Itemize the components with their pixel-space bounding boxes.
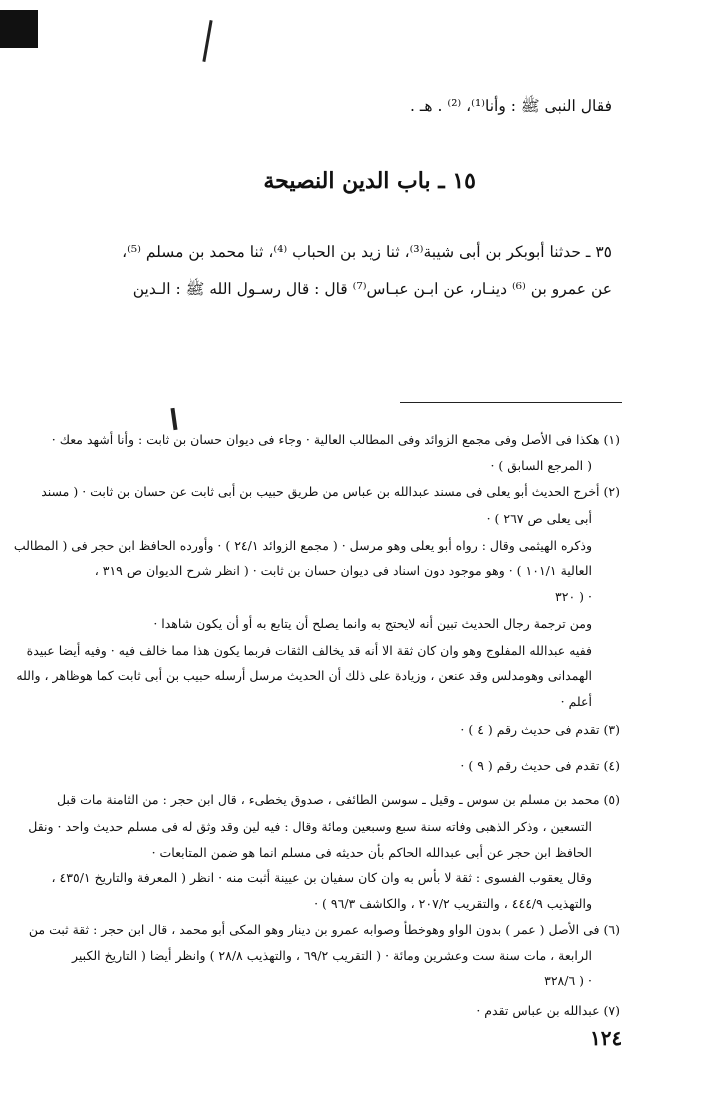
scan-ink-blot	[0, 10, 38, 48]
scan-pen-mark	[170, 408, 177, 430]
footnote-line: وقال يعقوب الفسوى : ثقة لا بأس به وان كان سفيان بن عيينة أثبت منه · انظر ( المعرفة والتاريخ ٤٣٥/١ ،	[51, 870, 592, 885]
footnote-line: والتهذيب ٤٤٤/٩ ، والتقريب ٢٠٧/٢ ، والكاشف ٩٦/٣ ) ·	[314, 896, 592, 911]
footnote-line: (١) هكذا فى الأصل وفى مجمع الزوائد وفى المطالب العالية · وجاء فى ديوان حسان بن ثابت : وأنا أشهد معك ·	[51, 432, 620, 447]
footnote-line: أبى يعلى ص ٢٦٧ ) ·	[486, 511, 592, 526]
page-number: ١٢٤	[590, 1026, 623, 1050]
footnote-line: العالية ١٠١/١ ) · وهو موجود دون اسناد فى ديوان حسان بن ثابت · ( انظر شرح الديوان ص ٣١٩ ،	[94, 563, 592, 578]
footnote-line: الحافظ ابن حجر عن أبى عبدالله الحاكم بأن حديثه فى مسلم انما هو ضمن المتابعات ·	[151, 845, 592, 860]
footnote-line: (٦) فى الأصل ( عمر ) بدون الواو وهوخطأ وصوابه عمرو بن دينار وهو المكى أبو محمد ، قال ابن حجر : ثقة ثبت من	[28, 922, 620, 937]
footnote-line: ومن ترجمة رجال الحديث تبين أنه لايحتج به وانما يصلح أن يتابع به أو أن يكون شاهدا ·	[153, 616, 592, 631]
footnote-line: ففيه عبدالله المفلوج وهو وان كان ثقة الا أنه قد يخالف الثقات فربما يكون هذا مما خالف فيه · وفيه أيضا عبيدة	[26, 643, 592, 658]
footnote-line: ٣٢٨/٦ ) ·	[544, 973, 592, 988]
header-line: فقال النبى ﷺ : وأنا⁽¹⁾، ⁽²⁾ . هـ .	[410, 97, 612, 115]
scan-pen-mark	[202, 20, 212, 62]
footnote-line: (٥) محمد بن مسلم بن سوس ـ وقيل ـ سوسن الطائفى ، صدوق يخطىء ، قال ابن حجر : من الثامنة مات قبل	[56, 792, 620, 807]
footnote-line: الرابعة ، مات سنة ست وعشرين ومائة · ( التقريب ٦٩/٢ ، والتهذيب ٢٨/٨ ) وانظر أيضا ( التاريخ الكبير	[72, 948, 592, 963]
chapter-title: ١٥ ـ باب الدين النصيحة	[263, 168, 476, 194]
hadith-line-1: ٣٥ ـ حدثنا أبوبكر بن أبى شيبة⁽³⁾، ثنا زيد بن الحباب ⁽⁴⁾، ثنا محمد بن مسلم ⁽⁵⁾،	[122, 243, 612, 261]
footnote-line: التسعين ، وذكر الذهبى وفاته سنة سبع وسبعين ومائة وقال : فيه لين وقد وثق له فى مسلم حديث واحد · ونقل	[28, 819, 592, 834]
footnote-line: (٢) أخرج الحديث أبو يعلى فى مسند عبدالله بن عباس من طريق حبيب بن أبى ثابت عن حسان بن ثابت · ( مسند	[41, 484, 620, 499]
footnote-line: (٧) عبدالله بن عباس تقدم ·	[476, 1003, 620, 1018]
footnote-line: الهمدانى وهومدلس وقد عنعن ، وزيادة على ذلك أن الحديث مرسل أرسله حبيب بن أبى ثابت كما هوظاهر ، والله	[16, 668, 592, 683]
footnote-line: وذكره الهيثمى وقال : رواه أبو يعلى وهو مرسل · ( مجمع الزوائد ٢٤/١ ) · وأورده الحافظ ابن حجر فى ( المطالب	[13, 538, 592, 553]
footnote-line: ( المرجع السابق ) ·	[490, 458, 592, 473]
footnote-line: أعلم ·	[560, 694, 592, 709]
footnote-line: ٣٢٠ ) ·	[555, 589, 592, 604]
hadith-line-2: عن عمرو بن ⁽⁶⁾ دينـار، عن ابـن عبـاس⁽⁷⁾ قال : قال رسـول الله ﷺ : الـدين	[132, 280, 612, 298]
footnote-line: (٣) تقدم فى حديث رقم ( ٤ ) ·	[460, 722, 620, 737]
footnote-separator	[400, 402, 622, 403]
footnote-line: (٤) تقدم فى حديث رقم ( ٩ ) ·	[460, 758, 620, 773]
